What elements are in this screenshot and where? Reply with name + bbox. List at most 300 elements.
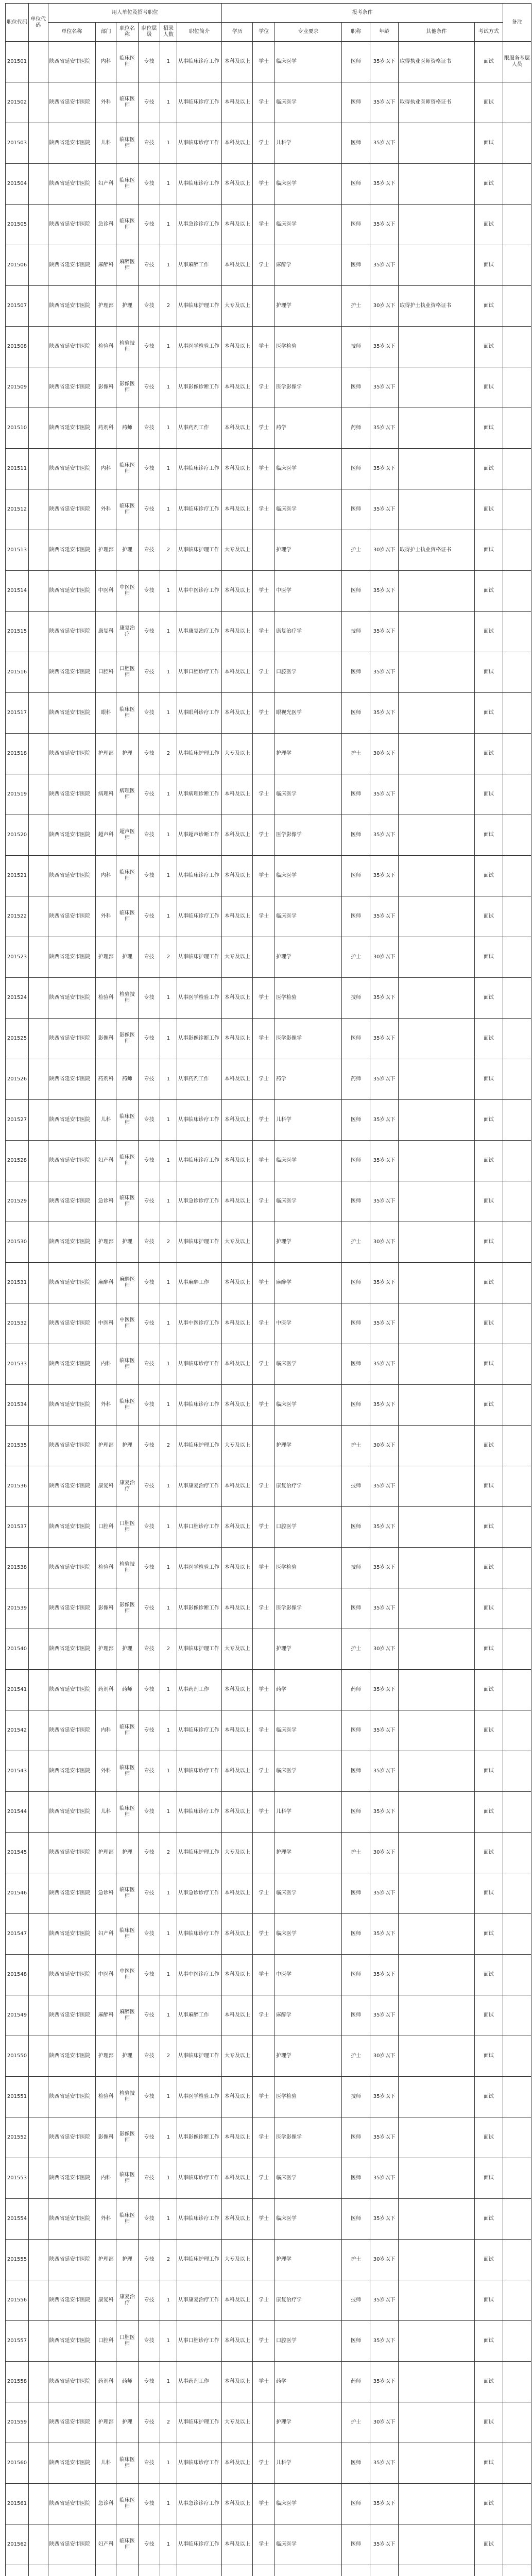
cell-dept: 内科	[96, 2158, 116, 2199]
cell-major: 临床医学	[274, 2484, 341, 2524]
cell-dept: 妇产科	[96, 1141, 116, 1181]
cell-major: 护理学	[274, 2240, 341, 2280]
cell-id: 201523	[6, 937, 29, 978]
cell-intro: 从事临床诊疗工作	[177, 1751, 222, 1792]
cell-degree-req: 学士	[253, 1100, 275, 1141]
cell-remark	[503, 1141, 531, 1181]
cell-unit-code	[29, 1588, 48, 1629]
table-row	[6, 2565, 531, 2576]
cell-number: 1	[160, 612, 177, 652]
cell-level: 专技	[138, 1833, 160, 1873]
table-row	[6, 1629, 531, 1670]
cell-unit-code	[29, 2484, 48, 2524]
cell-number	[160, 2565, 177, 2576]
cell-exam: 面试	[474, 734, 503, 774]
cell-major: 儿科学	[274, 2443, 341, 2484]
cell-dept: 外科	[96, 2199, 116, 2240]
cell-number: 2	[160, 937, 177, 978]
cell-unit-name: 陕西省延安市医院	[48, 2117, 96, 2158]
cell-position: 护理	[116, 937, 139, 978]
cell-unit-name: 陕西省延安市医院	[48, 1426, 96, 1466]
cell-remark	[503, 2077, 531, 2117]
header-other: 其他条件	[399, 23, 475, 42]
cell-unit-name	[48, 2565, 96, 2576]
cell-degree-req: 学士	[253, 164, 275, 205]
cell-major: 麻醉学	[274, 245, 341, 286]
cell-unit-code	[29, 2321, 48, 2362]
cell-intro: 从事影像诊断工作	[177, 1019, 222, 1059]
cell-major: 临床医学	[274, 205, 341, 245]
cell-id: 201558	[6, 2362, 29, 2402]
cell-id: 201528	[6, 1141, 29, 1181]
cell-degree: 大专及以上	[222, 937, 253, 978]
cell-other	[399, 1141, 475, 1181]
cell-intro: 从事临床诊疗工作	[177, 449, 222, 489]
cell-position: 中医医师	[116, 571, 139, 612]
cell-dept: 内科	[96, 1344, 116, 1385]
cell-intro: 从事临床诊疗工作	[177, 1385, 222, 1426]
cell-degree: 大专及以上	[222, 734, 253, 774]
cell-major: 临床医学	[274, 1873, 341, 1914]
table-row	[6, 1059, 531, 1100]
cell-remark	[503, 896, 531, 937]
cell-unit-name: 陕西省延安市医院	[48, 449, 96, 489]
cell-degree-req	[253, 2240, 275, 2280]
cell-unit-code	[29, 1833, 48, 1873]
cell-level: 专技	[138, 1426, 160, 1466]
cell-intro: 从事医学检验工作	[177, 327, 222, 367]
table-row	[6, 1426, 531, 1466]
cell-title: 医师	[342, 2321, 370, 2362]
cell-major: 临床医学	[274, 1385, 341, 1426]
cell-degree-req: 学士	[253, 1751, 275, 1792]
cell-exam: 面试	[474, 1344, 503, 1385]
cell-other	[399, 1751, 475, 1792]
cell-degree-req: 学士	[253, 1466, 275, 1507]
header-intro: 职位简介	[177, 23, 222, 42]
cell-id: 201508	[6, 327, 29, 367]
cell-remark	[503, 2362, 531, 2402]
cell-exam: 面试	[474, 1100, 503, 1141]
cell-position: 护理	[116, 1426, 139, 1466]
cell-degree-req: 学士	[253, 82, 275, 123]
cell-level: 专技	[138, 1710, 160, 1751]
cell-other	[399, 2077, 475, 2117]
cell-exam: 面试	[474, 2199, 503, 2240]
table-row	[6, 205, 531, 245]
table-row	[6, 2077, 531, 2117]
cell-intro	[177, 2565, 222, 2576]
cell-exam: 面试	[474, 1914, 503, 1955]
cell-id: 201501	[6, 42, 29, 82]
cell-degree: 本科及以上	[222, 693, 253, 734]
cell-degree-req: 学士	[253, 1303, 275, 1344]
cell-unit-code	[29, 245, 48, 286]
cell-other	[399, 1710, 475, 1751]
cell-other	[399, 937, 475, 978]
cell-major: 药学	[274, 408, 341, 449]
cell-major: 护理学	[274, 1222, 341, 1263]
cell-dept: 外科	[96, 1751, 116, 1792]
cell-intro: 从事临床诊疗工作	[177, 1914, 222, 1955]
cell-unit-name: 陕西省延安市医院	[48, 693, 96, 734]
cell-degree: 本科及以上	[222, 1873, 253, 1914]
cell-title: 药师	[342, 408, 370, 449]
header-degree: 学历	[222, 23, 253, 42]
cell-intro: 从事病理诊断工作	[177, 774, 222, 815]
cell-unit-name: 陕西省延安市医院	[48, 1995, 96, 2036]
cell-age: 35岁以下	[370, 774, 399, 815]
table-row	[6, 449, 531, 489]
cell-remark	[503, 1100, 531, 1141]
cell-unit-name: 陕西省延安市医院	[48, 530, 96, 571]
cell-number: 2	[160, 1833, 177, 1873]
cell-id: 201553	[6, 2158, 29, 2199]
cell-degree-req: 学士	[253, 2484, 275, 2524]
cell-level: 专技	[138, 530, 160, 571]
cell-age: 35岁以下	[370, 1751, 399, 1792]
cell-title: 护士	[342, 2036, 370, 2077]
cell-degree-req: 学士	[253, 489, 275, 530]
cell-unit-name: 陕西省延安市医院	[48, 1507, 96, 1548]
cell-other	[399, 1833, 475, 1873]
cell-degree-req: 学士	[253, 327, 275, 367]
cell-degree: 本科及以上	[222, 205, 253, 245]
cell-remark	[503, 693, 531, 734]
cell-id: 201524	[6, 978, 29, 1019]
cell-intro: 从事临床诊疗工作	[177, 2199, 222, 2240]
cell-position: 影像医师	[116, 1019, 139, 1059]
cell-degree: 本科及以上	[222, 2199, 253, 2240]
cell-unit-code	[29, 2117, 48, 2158]
cell-other	[399, 1181, 475, 1222]
cell-unit-name: 陕西省延安市医院	[48, 652, 96, 693]
cell-unit-name: 陕西省延安市医院	[48, 856, 96, 896]
cell-title: 药师	[342, 2362, 370, 2402]
cell-major: 康复治疗学	[274, 1466, 341, 1507]
cell-id: 201517	[6, 693, 29, 734]
cell-level: 专技	[138, 815, 160, 856]
cell-position: 护理	[116, 286, 139, 327]
cell-level: 专技	[138, 2484, 160, 2524]
cell-other	[399, 1507, 475, 1548]
cell-level: 专技	[138, 2524, 160, 2565]
cell-degree-req	[253, 2402, 275, 2443]
cell-id: 201504	[6, 164, 29, 205]
cell-level: 专技	[138, 1792, 160, 1833]
cell-unit-code	[29, 2402, 48, 2443]
cell-number: 1	[160, 1141, 177, 1181]
cell-degree: 本科及以上	[222, 2524, 253, 2565]
cell-major: 临床医学	[274, 1751, 341, 1792]
cell-degree: 本科及以上	[222, 489, 253, 530]
cell-title: 医师	[342, 1507, 370, 1548]
cell-major: 康复治疗学	[274, 2280, 341, 2321]
cell-remark	[503, 1466, 531, 1507]
header-group-recruit: 用人单位及招考职位	[48, 4, 222, 23]
cell-age: 35岁以下	[370, 1181, 399, 1222]
cell-unit-code	[29, 937, 48, 978]
cell-major: 中医学	[274, 1955, 341, 1995]
cell-exam: 面试	[474, 774, 503, 815]
table-row	[6, 1710, 531, 1751]
cell-title: 技师	[342, 612, 370, 652]
cell-other	[399, 1385, 475, 1426]
cell-remark	[503, 1710, 531, 1751]
cell-position: 临床医师	[116, 1873, 139, 1914]
cell-dept: 护理部	[96, 530, 116, 571]
cell-dept: 护理部	[96, 1426, 116, 1466]
cell-major: 药学	[274, 1670, 341, 1710]
cell-dept: 外科	[96, 489, 116, 530]
cell-unit-code	[29, 1019, 48, 1059]
cell-remark	[503, 1955, 531, 1995]
cell-dept: 康复科	[96, 2280, 116, 2321]
cell-other	[399, 1222, 475, 1263]
cell-remark	[503, 1588, 531, 1629]
cell-position: 临床医师	[116, 1100, 139, 1141]
table-row	[6, 2280, 531, 2321]
cell-title: 药师	[342, 1059, 370, 1100]
cell-degree-req: 学士	[253, 856, 275, 896]
cell-level: 专技	[138, 1995, 160, 2036]
cell-intro: 从事影像诊断工作	[177, 367, 222, 408]
cell-position: 影像医师	[116, 367, 139, 408]
cell-title: 护士	[342, 530, 370, 571]
table-row	[6, 1548, 531, 1588]
cell-level: 专技	[138, 408, 160, 449]
cell-other	[399, 734, 475, 774]
cell-intro: 从事临床诊疗工作	[177, 856, 222, 896]
cell-degree: 本科及以上	[222, 1019, 253, 1059]
table-row	[6, 1100, 531, 1141]
cell-remark	[503, 205, 531, 245]
table-row	[6, 1344, 531, 1385]
cell-unit-code	[29, 1914, 48, 1955]
table-row	[6, 1995, 531, 2036]
cell-exam: 面试	[474, 1385, 503, 1426]
cell-position: 影像医师	[116, 1588, 139, 1629]
header-degree-req: 学位	[253, 23, 275, 42]
table-row	[6, 327, 531, 367]
cell-number: 1	[160, 2199, 177, 2240]
cell-id: 201522	[6, 896, 29, 937]
cell-number: 1	[160, 2117, 177, 2158]
cell-dept: 护理部	[96, 1629, 116, 1670]
cell-unit-name: 陕西省延安市医院	[48, 2362, 96, 2402]
cell-title: 护士	[342, 1629, 370, 1670]
cell-major: 医学影像学	[274, 2117, 341, 2158]
cell-title: 护士	[342, 1426, 370, 1466]
cell-level: 专技	[138, 1507, 160, 1548]
cell-unit-code	[29, 1141, 48, 1181]
cell-age: 35岁以下	[370, 1955, 399, 1995]
cell-age: 30岁以下	[370, 2402, 399, 2443]
cell-exam: 面试	[474, 815, 503, 856]
cell-unit-code	[29, 1710, 48, 1751]
cell-dept: 儿科	[96, 1792, 116, 1833]
cell-unit-code	[29, 2199, 48, 2240]
cell-position: 临床医师	[116, 449, 139, 489]
cell-number: 2	[160, 286, 177, 327]
cell-intro: 从事临床护理工作	[177, 734, 222, 774]
cell-level	[138, 2565, 160, 2576]
cell-intro: 从事药剂工作	[177, 1670, 222, 1710]
cell-position: 临床医师	[116, 42, 139, 82]
cell-id: 201514	[6, 571, 29, 612]
cell-id: 201548	[6, 1955, 29, 1995]
cell-intro: 从事麻醉工作	[177, 1263, 222, 1303]
cell-major: 临床医学	[274, 1141, 341, 1181]
table-row	[6, 1222, 531, 1263]
table-row	[6, 1873, 531, 1914]
cell-position: 临床医师	[116, 2484, 139, 2524]
cell-degree-req: 学士	[253, 1670, 275, 1710]
cell-age: 35岁以下	[370, 2199, 399, 2240]
cell-intro: 从事临床护理工作	[177, 937, 222, 978]
cell-position: 临床医师	[116, 1181, 139, 1222]
cell-major: 临床医学	[274, 1181, 341, 1222]
cell-age: 35岁以下	[370, 1303, 399, 1344]
cell-major: 临床医学	[274, 82, 341, 123]
cell-unit-code	[29, 1181, 48, 1222]
cell-unit-name: 陕西省延安市医院	[48, 82, 96, 123]
cell-number: 1	[160, 1059, 177, 1100]
header-dept: 部门	[96, 23, 116, 42]
cell-other	[399, 2362, 475, 2402]
cell-id: 201556	[6, 2280, 29, 2321]
cell-age: 35岁以下	[370, 205, 399, 245]
cell-position: 药师	[116, 1059, 139, 1100]
table-row	[6, 2199, 531, 2240]
cell-dept: 检验科	[96, 327, 116, 367]
cell-title: 医师	[342, 2158, 370, 2199]
cell-age: 35岁以下	[370, 2280, 399, 2321]
cell-number: 1	[160, 2484, 177, 2524]
cell-intro: 从事急诊诊疗工作	[177, 2484, 222, 2524]
cell-age: 35岁以下	[370, 652, 399, 693]
cell-unit-name: 陕西省延安市医院	[48, 1710, 96, 1751]
cell-remark	[503, 2565, 531, 2576]
cell-level: 专技	[138, 937, 160, 978]
cell-position: 中医医师	[116, 1955, 139, 1995]
cell-other	[399, 652, 475, 693]
cell-exam: 面试	[474, 612, 503, 652]
cell-other	[399, 1629, 475, 1670]
cell-exam: 面试	[474, 2158, 503, 2199]
cell-level: 专技	[138, 1914, 160, 1955]
cell-id: 201509	[6, 367, 29, 408]
cell-number: 1	[160, 123, 177, 164]
cell-unit-name: 陕西省延安市医院	[48, 2443, 96, 2484]
header-major: 专业要求	[274, 23, 341, 42]
cell-unit-name: 陕西省延安市医院	[48, 286, 96, 327]
cell-number: 1	[160, 896, 177, 937]
cell-other: 取得执业医师资格证书	[399, 42, 475, 82]
cell-degree-req: 学士	[253, 1548, 275, 1588]
cell-remark	[503, 1059, 531, 1100]
cell-position: 临床医师	[116, 1792, 139, 1833]
cell-intro: 从事康复治疗工作	[177, 1466, 222, 1507]
cell-other	[399, 1548, 475, 1588]
cell-intro: 从事医学检验工作	[177, 978, 222, 1019]
table-row	[6, 856, 531, 896]
cell-number: 1	[160, 1548, 177, 1588]
cell-degree-req: 学士	[253, 1141, 275, 1181]
cell-degree-req: 学士	[253, 1995, 275, 2036]
cell-age: 30岁以下	[370, 937, 399, 978]
cell-unit-name: 陕西省延安市医院	[48, 2280, 96, 2321]
cell-title: 医师	[342, 815, 370, 856]
cell-intro: 从事临床护理工作	[177, 530, 222, 571]
cell-exam: 面试	[474, 1426, 503, 1466]
cell-id: 201507	[6, 286, 29, 327]
cell-remark	[503, 1873, 531, 1914]
cell-other	[399, 123, 475, 164]
cell-unit-name: 陕西省延安市医院	[48, 1181, 96, 1222]
cell-unit-name: 陕西省延安市医院	[48, 164, 96, 205]
cell-degree-req: 学士	[253, 2443, 275, 2484]
cell-degree-req: 学士	[253, 2077, 275, 2117]
cell-level: 专技	[138, 2158, 160, 2199]
cell-remark	[503, 937, 531, 978]
cell-number: 1	[160, 978, 177, 1019]
cell-intro: 从事临床护理工作	[177, 2036, 222, 2077]
cell-age: 35岁以下	[370, 489, 399, 530]
cell-exam: 面试	[474, 1995, 503, 2036]
cell-unit-code	[29, 1222, 48, 1263]
cell-degree: 本科及以上	[222, 1588, 253, 1629]
cell-unit-name: 陕西省延安市医院	[48, 1141, 96, 1181]
cell-intro: 从事临床护理工作	[177, 1833, 222, 1873]
cell-degree-req: 学士	[253, 1059, 275, 1100]
cell-unit-code	[29, 82, 48, 123]
cell-major: 药学	[274, 1059, 341, 1100]
cell-title: 医师	[342, 2484, 370, 2524]
cell-position: 临床医师	[116, 1914, 139, 1955]
cell-degree: 本科及以上	[222, 1955, 253, 1995]
cell-age: 30岁以下	[370, 286, 399, 327]
cell-dept: 影像科	[96, 1019, 116, 1059]
cell-intro: 从事眼科诊疗工作	[177, 693, 222, 734]
cell-dept: 护理部	[96, 937, 116, 978]
cell-level: 专技	[138, 2199, 160, 2240]
cell-exam: 面试	[474, 42, 503, 82]
cell-exam: 面试	[474, 1873, 503, 1914]
cell-number: 2	[160, 530, 177, 571]
cell-degree-req: 学士	[253, 449, 275, 489]
cell-degree: 本科及以上	[222, 123, 253, 164]
cell-number: 1	[160, 2524, 177, 2565]
cell-other	[399, 1792, 475, 1833]
cell-age: 35岁以下	[370, 1995, 399, 2036]
cell-major: 麻醉学	[274, 1263, 341, 1303]
cell-title: 护士	[342, 2402, 370, 2443]
cell-position: 临床医师	[116, 896, 139, 937]
cell-unit-code	[29, 2362, 48, 2402]
cell-exam: 面试	[474, 2117, 503, 2158]
cell-major: 临床医学	[274, 1710, 341, 1751]
cell-remark	[503, 1385, 531, 1426]
cell-dept: 急诊科	[96, 1181, 116, 1222]
cell-unit-name: 陕西省延安市医院	[48, 1751, 96, 1792]
cell-position: 麻醉医师	[116, 1995, 139, 2036]
cell-age: 35岁以下	[370, 2362, 399, 2402]
cell-id: 201503	[6, 123, 29, 164]
cell-remark	[503, 1792, 531, 1833]
cell-unit-code	[29, 652, 48, 693]
cell-level: 专技	[138, 2077, 160, 2117]
